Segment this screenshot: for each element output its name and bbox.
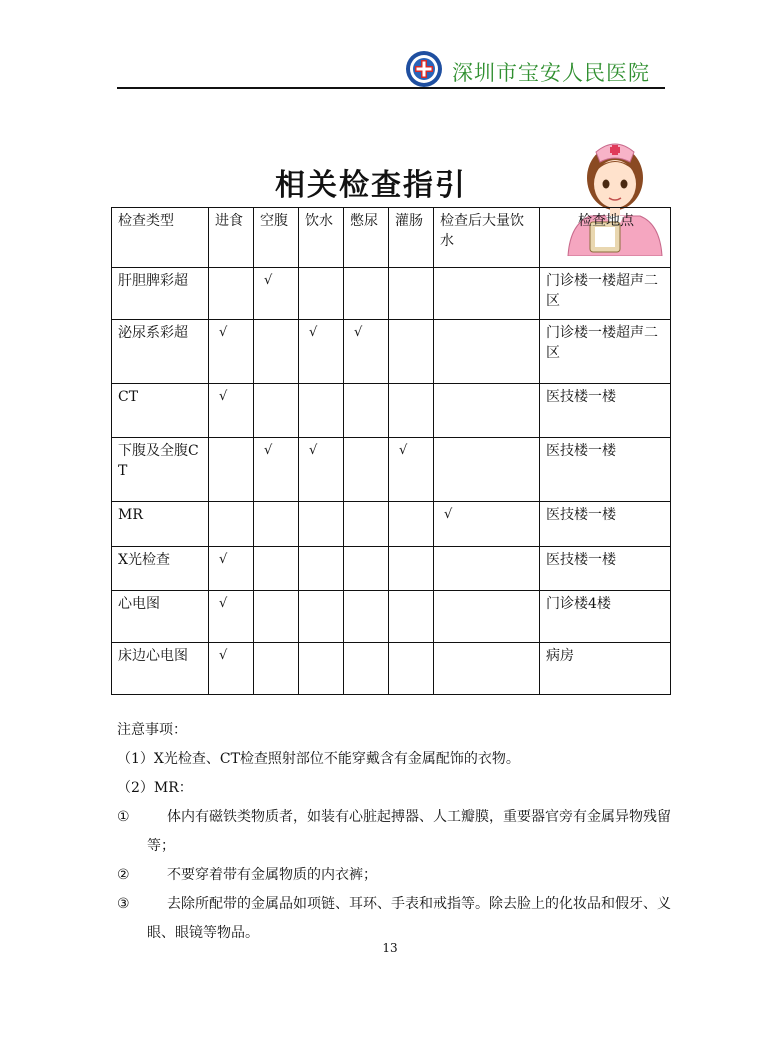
table-row bbox=[112, 643, 671, 695]
empty-cell bbox=[434, 591, 540, 643]
exam-type-cell: 下腹及全腹CT bbox=[112, 438, 209, 502]
item-number: ② bbox=[117, 867, 130, 883]
empty-cell bbox=[434, 547, 540, 591]
empty-cell bbox=[389, 320, 434, 384]
empty-cell bbox=[344, 547, 389, 591]
exam-type-cell: MR bbox=[112, 502, 209, 547]
exam-type-cell: 泌尿系彩超 bbox=[112, 320, 209, 384]
check-mark-cell: √ bbox=[299, 438, 344, 502]
table-row bbox=[112, 384, 671, 438]
check-mark-cell: √ bbox=[344, 320, 389, 384]
note-item bbox=[117, 861, 677, 890]
location-cell: 医技楼一楼 bbox=[540, 547, 671, 591]
table-row bbox=[112, 591, 671, 643]
empty-cell bbox=[254, 502, 299, 547]
note-line: （2）MR： bbox=[117, 780, 193, 796]
location-cell: 门诊楼4楼 bbox=[540, 591, 671, 643]
location-cell: 门诊楼一楼超声二区 bbox=[540, 320, 671, 384]
check-mark-cell: √ bbox=[209, 384, 254, 438]
empty-cell bbox=[299, 502, 344, 547]
empty-cell bbox=[344, 502, 389, 547]
table-row bbox=[112, 268, 671, 320]
empty-cell bbox=[254, 320, 299, 384]
table-row bbox=[112, 320, 671, 384]
hospital-name: 深圳市宝安人民医院 bbox=[452, 61, 650, 85]
empty-cell bbox=[299, 547, 344, 591]
empty-cell bbox=[389, 268, 434, 320]
empty-cell bbox=[434, 438, 540, 502]
empty-cell bbox=[254, 547, 299, 591]
exam-type-cell: 肝胆脾彩超 bbox=[112, 268, 209, 320]
empty-cell bbox=[344, 591, 389, 643]
col-header: 进食 bbox=[209, 208, 254, 268]
empty-cell bbox=[299, 591, 344, 643]
note-item bbox=[117, 890, 677, 948]
table-header-row bbox=[112, 208, 671, 268]
page-title: 相关检查指引 bbox=[275, 168, 467, 203]
exam-type-cell: 床边心电图 bbox=[112, 643, 209, 695]
check-mark-cell: √ bbox=[254, 268, 299, 320]
item-text: 体内有磁铁类物质者，如装有心脏起搏器、人工瓣膜，重要器官旁有金属异物残留等； bbox=[147, 809, 671, 854]
check-mark-cell: √ bbox=[389, 438, 434, 502]
exam-type-cell: CT bbox=[112, 384, 209, 438]
check-mark-cell: √ bbox=[299, 320, 344, 384]
exam-type-cell: X光检查 bbox=[112, 547, 209, 591]
col-header: 灌肠 bbox=[389, 208, 434, 268]
check-mark-cell: √ bbox=[209, 643, 254, 695]
empty-cell bbox=[389, 643, 434, 695]
location-cell: 病房 bbox=[540, 643, 671, 695]
table-row bbox=[112, 438, 671, 502]
empty-cell bbox=[389, 591, 434, 643]
empty-cell bbox=[389, 547, 434, 591]
col-header: 检查地点 bbox=[540, 208, 671, 268]
note-line: （1）X光检查、CT检查照射部位不能穿戴含有金属配饰的衣物。 bbox=[117, 751, 520, 767]
col-header: 饮水 bbox=[299, 208, 344, 268]
page-number: 13 bbox=[382, 941, 398, 955]
empty-cell bbox=[434, 384, 540, 438]
item-text: 去除所配带的金属品如项链、耳环、手表和戒指等。除去脸上的化妆品和假牙、义眼、眼镜等物品。 bbox=[147, 896, 671, 941]
item-text: 不要穿着带有金属物质的内衣裤； bbox=[167, 867, 377, 883]
col-header: 空腹 bbox=[254, 208, 299, 268]
empty-cell bbox=[254, 643, 299, 695]
exam-guide-table bbox=[111, 207, 671, 695]
empty-cell bbox=[434, 643, 540, 695]
empty-cell bbox=[299, 643, 344, 695]
check-mark-cell: √ bbox=[209, 591, 254, 643]
exam-type-cell: 心电图 bbox=[112, 591, 209, 643]
empty-cell bbox=[344, 438, 389, 502]
item-number: ① bbox=[117, 809, 130, 825]
location-cell: 门诊楼一楼超声二区 bbox=[540, 268, 671, 320]
empty-cell bbox=[434, 268, 540, 320]
empty-cell bbox=[254, 591, 299, 643]
check-mark-cell: √ bbox=[209, 320, 254, 384]
empty-cell bbox=[434, 320, 540, 384]
check-mark-cell: √ bbox=[434, 502, 540, 547]
col-header: 憋尿 bbox=[344, 208, 389, 268]
empty-cell bbox=[299, 268, 344, 320]
notes-heading: 注意事项： bbox=[117, 722, 187, 738]
hospital-logo-icon bbox=[405, 50, 443, 88]
empty-cell bbox=[344, 643, 389, 695]
empty-cell bbox=[254, 384, 299, 438]
notes-section bbox=[117, 716, 677, 948]
table-row bbox=[112, 502, 671, 547]
col-header: 检查类型 bbox=[112, 208, 209, 268]
empty-cell bbox=[389, 502, 434, 547]
empty-cell bbox=[344, 268, 389, 320]
location-cell: 医技楼一楼 bbox=[540, 384, 671, 438]
empty-cell bbox=[209, 438, 254, 502]
empty-cell bbox=[209, 268, 254, 320]
empty-cell bbox=[209, 502, 254, 547]
table-row bbox=[112, 547, 671, 591]
empty-cell bbox=[299, 384, 344, 438]
empty-cell bbox=[344, 384, 389, 438]
location-cell: 医技楼一楼 bbox=[540, 502, 671, 547]
check-mark-cell: √ bbox=[209, 547, 254, 591]
location-cell: 医技楼一楼 bbox=[540, 438, 671, 502]
empty-cell bbox=[389, 384, 434, 438]
header-divider bbox=[117, 87, 665, 89]
check-mark-cell: √ bbox=[254, 438, 299, 502]
col-header: 检查后大量饮水 bbox=[434, 208, 540, 268]
note-item bbox=[117, 803, 677, 861]
item-number: ③ bbox=[117, 896, 130, 912]
